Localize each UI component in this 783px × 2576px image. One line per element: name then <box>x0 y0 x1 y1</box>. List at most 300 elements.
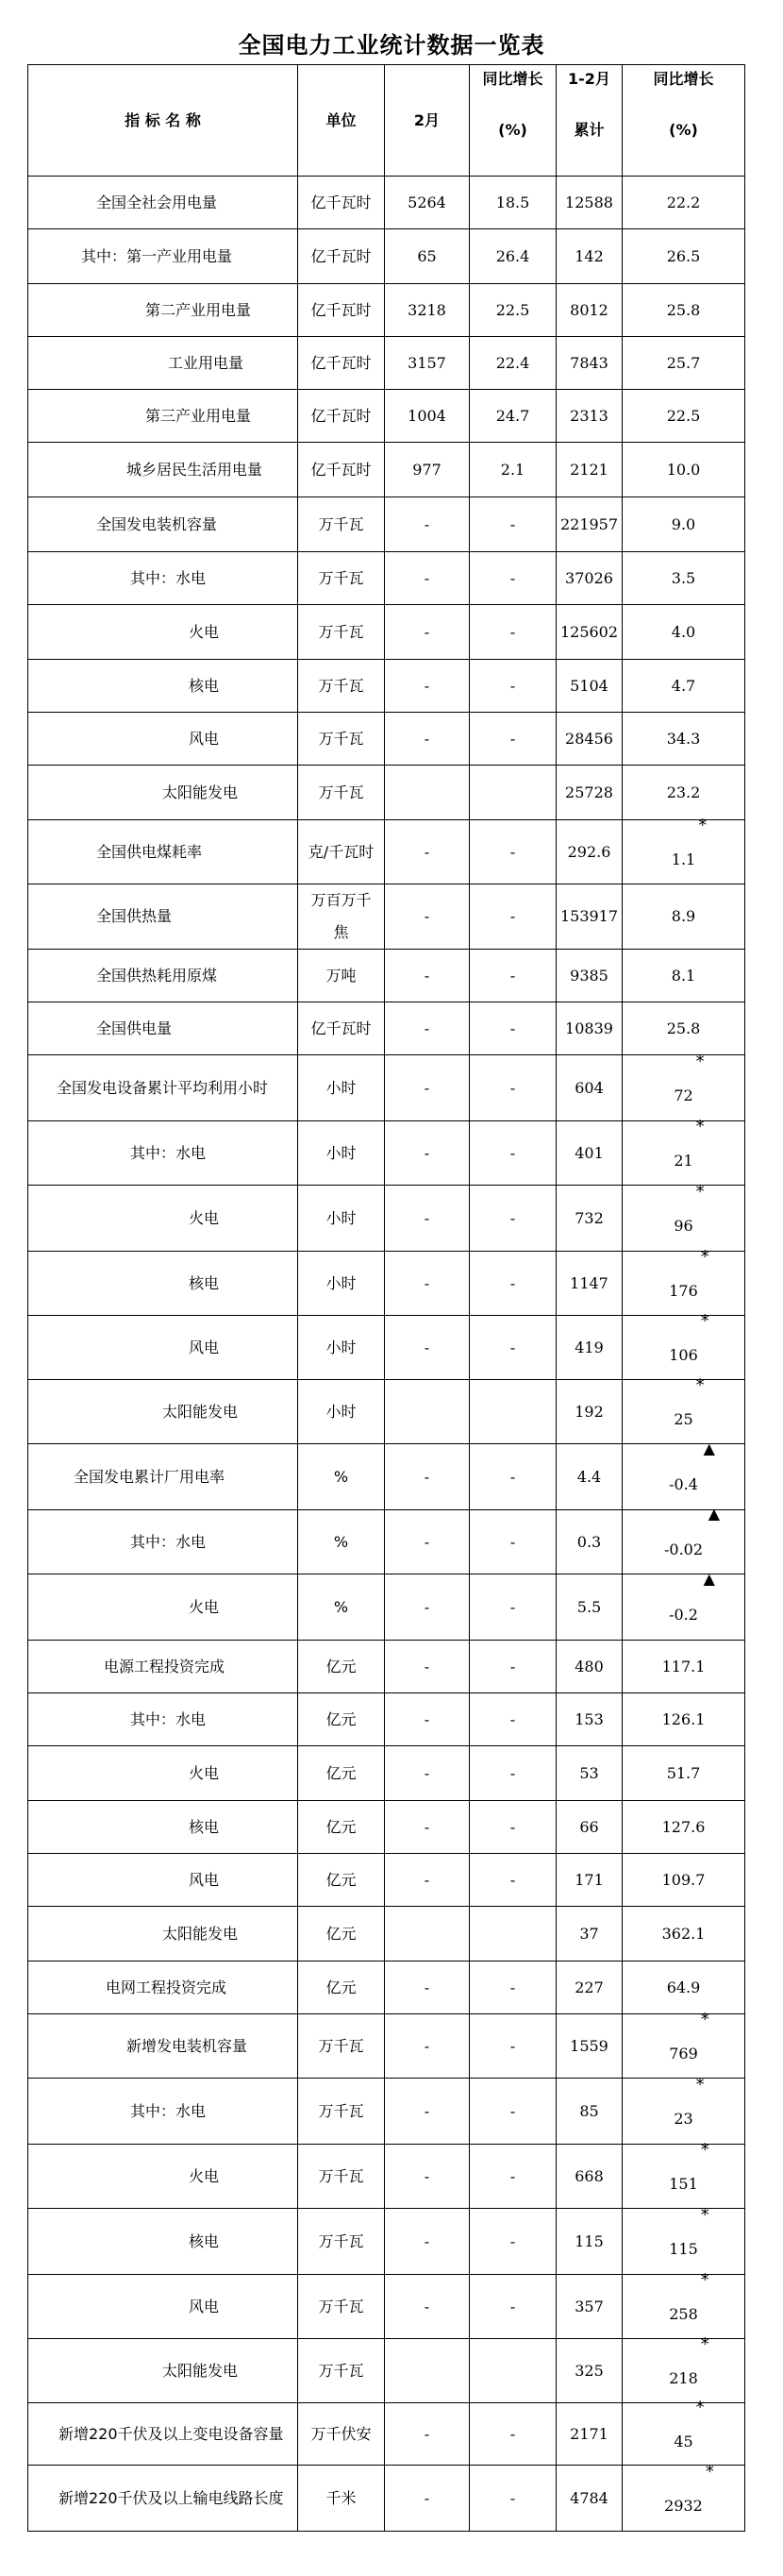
table-row <box>28 284 745 337</box>
cumulative-value: 4.4 <box>557 1444 623 1510</box>
cumulative-yoy-value: 117.1 <box>623 1641 745 1693</box>
yoy-value: - <box>470 2403 557 2466</box>
month-value: - <box>385 2145 470 2209</box>
month-value: - <box>385 2275 470 2339</box>
table-row <box>28 766 745 820</box>
table-row <box>28 660 745 713</box>
indicator-name: 其中：第一产业用电量 <box>28 229 298 284</box>
unit-cell: 万千瓦 <box>298 2209 385 2275</box>
cumulative-value: 85 <box>557 2079 623 2145</box>
cumulative-value: 604 <box>557 1055 623 1121</box>
table-row <box>28 1693 745 1746</box>
yoy-value <box>470 1907 557 1961</box>
cumulative-yoy-value: 25.8 <box>623 1002 745 1055</box>
asterisk-marker: * <box>695 1181 705 1202</box>
month-value: - <box>385 1693 470 1746</box>
cumulative-value: 5104 <box>557 660 623 713</box>
indicator-name: 其中：水电 <box>28 1693 298 1746</box>
unit-cell: 亿元 <box>298 1801 385 1854</box>
table-row <box>28 1121 745 1186</box>
yoy-value: - <box>470 1316 557 1380</box>
cumulative-yoy-value: 25.8 <box>623 284 745 337</box>
header-indicator-name: 指 标 名 称 <box>28 65 298 177</box>
indicator-name: 工业用电量 <box>28 337 298 390</box>
unit-cell: 万千瓦 <box>298 2339 385 2403</box>
cumulative-yoy-value: 3.5 <box>623 552 745 605</box>
month-value: - <box>385 2403 470 2466</box>
cumulative-yoy-value: 25 * <box>623 1380 745 1444</box>
cumulative-value: 1147 <box>557 1252 623 1316</box>
unit-cell: 万千瓦 <box>298 605 385 660</box>
month-value: - <box>385 820 470 884</box>
cumulative-yoy-value: 2932 * <box>623 2466 745 2532</box>
yoy-value: - <box>470 1252 557 1316</box>
asterisk-marker: * <box>698 815 708 835</box>
cumulative-yoy-value: 176 * <box>623 1252 745 1316</box>
table-row <box>28 2014 745 2079</box>
unit-cell: 万千瓦 <box>298 713 385 766</box>
month-value: - <box>385 1854 470 1907</box>
yoy-value: - <box>470 820 557 884</box>
indicator-name: 核电 <box>28 2209 298 2275</box>
cumulative-value: 5.5 <box>557 1574 623 1641</box>
header-unit: 单位 <box>298 65 385 177</box>
yoy-value: - <box>470 2275 557 2339</box>
cumulative-yoy-value: 127.6 <box>623 1801 745 1854</box>
cumulative-value: 401 <box>557 1121 623 1186</box>
month-value: - <box>385 884 470 950</box>
unit-cell: % <box>298 1574 385 1641</box>
indicator-name: 核电 <box>28 660 298 713</box>
cumulative-value: 325 <box>557 2339 623 2403</box>
table-row <box>28 1444 745 1510</box>
month-value <box>385 1907 470 1961</box>
month-value: - <box>385 660 470 713</box>
cumulative-yoy-value: 151 * <box>623 2145 745 2209</box>
indicator-name: 全国供热量 <box>28 884 298 950</box>
unit-cell: 万千瓦 <box>298 2079 385 2145</box>
indicator-name: 新增发电装机容量 <box>28 2014 298 2079</box>
cumulative-yoy-value: 109.7 <box>623 1854 745 1907</box>
month-value: - <box>385 1316 470 1380</box>
header-month: 2月 <box>385 65 470 177</box>
yoy-value <box>470 1380 557 1444</box>
cumulative-yoy-value: 21 * <box>623 1121 745 1186</box>
cumulative-yoy-value: 4.7 <box>623 660 745 713</box>
cumulative-yoy-value: 25.7 <box>623 337 745 390</box>
indicator-name: 风电 <box>28 2275 298 2339</box>
yoy-value: - <box>470 1641 557 1693</box>
asterisk-marker: * <box>700 2009 709 2029</box>
month-value: - <box>385 1002 470 1055</box>
table-row <box>28 820 745 884</box>
cumulative-yoy-value: 45 * <box>623 2403 745 2466</box>
asterisk-marker: * <box>700 1246 709 1267</box>
indicator-name: 电源工程投资完成 <box>28 1641 298 1693</box>
unit-cell: 亿千瓦时 <box>298 229 385 284</box>
month-value: - <box>385 1252 470 1316</box>
cumulative-value: 37026 <box>557 552 623 605</box>
table-row <box>28 950 745 1002</box>
month-value: 5264 <box>385 177 470 229</box>
table-row <box>28 497 745 552</box>
indicator-name: 全国发电累计厂用电率 <box>28 1444 298 1510</box>
table-row <box>28 884 745 950</box>
yoy-value: - <box>470 884 557 950</box>
month-value: - <box>385 1055 470 1121</box>
table-row <box>28 1055 745 1121</box>
triangle-marker: ▲ <box>703 1439 715 1457</box>
month-value <box>385 766 470 820</box>
unit-cell: 万千瓦 <box>298 2275 385 2339</box>
table-row <box>28 2209 745 2275</box>
unit-cell: 万千伏安 <box>298 2403 385 2466</box>
indicator-name: 第三产业用电量 <box>28 390 298 443</box>
yoy-value: - <box>470 1510 557 1574</box>
cumulative-value: 28456 <box>557 713 623 766</box>
month-value: - <box>385 1186 470 1252</box>
indicator-name: 火电 <box>28 1574 298 1641</box>
table-row <box>28 1380 745 1444</box>
month-value: - <box>385 552 470 605</box>
table-row <box>28 552 745 605</box>
table-row <box>28 443 745 497</box>
indicator-name: 全国发电装机容量 <box>28 497 298 552</box>
unit-cell: 万吨 <box>298 950 385 1002</box>
cumulative-value: 53 <box>557 1746 623 1801</box>
cumulative-value: 0.3 <box>557 1510 623 1574</box>
unit-cell: 小时 <box>298 1055 385 1121</box>
month-value: - <box>385 1510 470 1574</box>
indicator-name: 全国发电设备累计平均利用小时 <box>28 1055 298 1121</box>
unit-cell: 小时 <box>298 1316 385 1380</box>
yoy-value: - <box>470 497 557 552</box>
month-value: - <box>385 1444 470 1510</box>
unit-cell: 亿千瓦时 <box>298 1002 385 1055</box>
yoy-value: - <box>470 1121 557 1186</box>
yoy-value: - <box>470 713 557 766</box>
cumulative-value: 115 <box>557 2209 623 2275</box>
yoy-value: - <box>470 1186 557 1252</box>
cumulative-yoy-value: 106 * <box>623 1316 745 1380</box>
table-row <box>28 229 745 284</box>
asterisk-marker: * <box>695 1051 705 1071</box>
yoy-value: - <box>470 660 557 713</box>
unit-cell: 万千瓦 <box>298 552 385 605</box>
indicator-name: 风电 <box>28 1854 298 1907</box>
month-value: - <box>385 2466 470 2532</box>
unit-cell: 万千瓦 <box>298 660 385 713</box>
table-row <box>28 1854 745 1907</box>
month-value: - <box>385 713 470 766</box>
unit-cell: 亿千瓦时 <box>298 443 385 497</box>
cumulative-yoy-value: 64.9 <box>623 1961 745 2014</box>
month-value: 65 <box>385 229 470 284</box>
unit-cell: % <box>298 1510 385 1574</box>
yoy-value: - <box>470 1961 557 2014</box>
page-title: 全国电力工业统计数据一览表 <box>238 32 545 59</box>
yoy-value: 24.7 <box>470 390 557 443</box>
indicator-name: 太阳能发电 <box>28 1380 298 1444</box>
table-row <box>28 713 745 766</box>
indicator-name: 核电 <box>28 1252 298 1316</box>
cumulative-value: 171 <box>557 1854 623 1907</box>
cumulative-yoy-value: 4.0 <box>623 605 745 660</box>
indicator-name: 太阳能发电 <box>28 1907 298 1961</box>
indicator-name: 全国供热耗用原煤 <box>28 950 298 1002</box>
cumulative-value: 732 <box>557 1186 623 1252</box>
cumulative-yoy-value: 72 * <box>623 1055 745 1121</box>
unit-cell: 亿元 <box>298 1854 385 1907</box>
table-row <box>28 1641 745 1693</box>
indicator-name: 全国全社会用电量 <box>28 177 298 229</box>
yoy-value: - <box>470 1693 557 1746</box>
yoy-value: - <box>470 950 557 1002</box>
indicator-name: 火电 <box>28 1746 298 1801</box>
yoy-value: - <box>470 2466 557 2532</box>
cumulative-value: 10839 <box>557 1002 623 1055</box>
cumulative-yoy-value: 34.3 <box>623 713 745 766</box>
indicator-name: 电网工程投资完成 <box>28 1961 298 2014</box>
cumulative-value: 12588 <box>557 177 623 229</box>
unit-cell: 万千瓦 <box>298 2145 385 2209</box>
asterisk-marker: * <box>695 1374 705 1395</box>
table-row <box>28 1907 745 1961</box>
yoy-value: - <box>470 2145 557 2209</box>
month-value: - <box>385 2014 470 2079</box>
table-row <box>28 1252 745 1316</box>
cumulative-yoy-value: 51.7 <box>623 1746 745 1801</box>
asterisk-marker: * <box>700 2139 709 2160</box>
cumulative-yoy-value: 1.1 * <box>623 820 745 884</box>
month-value <box>385 2339 470 2403</box>
table-row <box>28 2339 745 2403</box>
table-row <box>28 1961 745 2014</box>
table-row <box>28 390 745 443</box>
cumulative-yoy-value: 8.1 <box>623 950 745 1002</box>
indicator-name: 其中：水电 <box>28 1510 298 1574</box>
table-row <box>28 2466 745 2532</box>
table-row <box>28 2275 745 2339</box>
cumulative-value: 7843 <box>557 337 623 390</box>
cumulative-yoy-value: 23.2 <box>623 766 745 820</box>
unit-cell: % <box>298 1444 385 1510</box>
cumulative-yoy-value: 23 * <box>623 2079 745 2145</box>
table-row <box>28 1002 745 1055</box>
cumulative-yoy-value: 115 * <box>623 2209 745 2275</box>
cumulative-value: 25728 <box>557 766 623 820</box>
unit-cell: 亿千瓦时 <box>298 337 385 390</box>
cumulative-value: 357 <box>557 2275 623 2339</box>
month-value: - <box>385 1746 470 1801</box>
month-value: 977 <box>385 443 470 497</box>
table-row <box>28 1801 745 1854</box>
unit-cell: 亿千瓦时 <box>298 177 385 229</box>
month-value: - <box>385 605 470 660</box>
statistics-table <box>27 64 745 2532</box>
table-row <box>28 2079 745 2145</box>
yoy-value: 2.1 <box>470 443 557 497</box>
cumulative-value: 2121 <box>557 443 623 497</box>
unit-cell: 万千瓦 <box>298 766 385 820</box>
unit-cell: 小时 <box>298 1186 385 1252</box>
indicator-name: 风电 <box>28 713 298 766</box>
month-value: - <box>385 497 470 552</box>
unit-cell: 亿元 <box>298 1907 385 1961</box>
yoy-value: 26.4 <box>470 229 557 284</box>
triangle-marker: ▲ <box>703 1569 715 1588</box>
table-row <box>28 605 745 660</box>
cumulative-yoy-value: -0.4 ▲ <box>623 1444 745 1510</box>
table-row <box>28 1574 745 1641</box>
asterisk-marker: * <box>700 2269 709 2290</box>
cumulative-yoy-value: 9.0 <box>623 497 745 552</box>
month-value: - <box>385 2209 470 2275</box>
month-value: 3218 <box>385 284 470 337</box>
indicator-name: 第二产业用电量 <box>28 284 298 337</box>
table-row <box>28 1746 745 1801</box>
unit-cell: 亿元 <box>298 1961 385 2014</box>
asterisk-marker: * <box>695 1116 705 1136</box>
unit-cell: 万千瓦 <box>298 497 385 552</box>
cumulative-yoy-value: 769 * <box>623 2014 745 2079</box>
unit-cell: 小时 <box>298 1380 385 1444</box>
table-body <box>28 177 745 2532</box>
table-row <box>28 337 745 390</box>
cumulative-value: 221957 <box>557 497 623 552</box>
asterisk-marker: * <box>700 2333 709 2354</box>
cumulative-yoy-value: 22.5 <box>623 390 745 443</box>
yoy-value: 22.5 <box>470 284 557 337</box>
yoy-value <box>470 766 557 820</box>
yoy-value: 22.4 <box>470 337 557 390</box>
cumulative-value: 66 <box>557 1801 623 1854</box>
table-row <box>28 2145 745 2209</box>
indicator-name: 新增220千伏及以上输电线路长度 <box>28 2466 298 2532</box>
header-cumulative-yoy: 同比增长 (%) <box>623 65 745 177</box>
month-value: 1004 <box>385 390 470 443</box>
indicator-name: 其中：水电 <box>28 2079 298 2145</box>
month-value: 3157 <box>385 337 470 390</box>
month-value: - <box>385 1961 470 2014</box>
unit-cell: 亿元 <box>298 1641 385 1693</box>
table-row <box>28 2403 745 2466</box>
indicator-name: 火电 <box>28 605 298 660</box>
cumulative-yoy-value: 126.1 <box>623 1693 745 1746</box>
month-value: - <box>385 1801 470 1854</box>
unit-cell: 亿千瓦时 <box>298 390 385 443</box>
cumulative-yoy-value: 218 * <box>623 2339 745 2403</box>
cumulative-value: 37 <box>557 1907 623 1961</box>
cumulative-value: 2171 <box>557 2403 623 2466</box>
indicator-name: 核电 <box>28 1801 298 1854</box>
unit-cell: 小时 <box>298 1252 385 1316</box>
table-row <box>28 177 745 229</box>
cumulative-value: 9385 <box>557 950 623 1002</box>
cumulative-value: 125602 <box>557 605 623 660</box>
indicator-name: 火电 <box>28 1186 298 1252</box>
unit-cell: 克/千瓦时 <box>298 820 385 884</box>
header-cumulative: 1-2月 累计 <box>557 65 623 177</box>
triangle-marker: ▲ <box>708 1504 721 1523</box>
cumulative-value: 2313 <box>557 390 623 443</box>
asterisk-marker: * <box>695 2074 705 2095</box>
indicator-name: 太阳能发电 <box>28 2339 298 2403</box>
cumulative-yoy-value: 22.2 <box>623 177 745 229</box>
month-value: - <box>385 950 470 1002</box>
cumulative-yoy-value: -0.02 ▲ <box>623 1510 745 1574</box>
indicator-name: 全国供电量 <box>28 1002 298 1055</box>
cumulative-yoy-value: 8.9 <box>623 884 745 950</box>
cumulative-value: 153 <box>557 1693 623 1746</box>
yoy-value: - <box>470 1746 557 1801</box>
cumulative-value: 153917 <box>557 884 623 950</box>
yoy-value: - <box>470 2014 557 2079</box>
unit-cell: 亿千瓦时 <box>298 284 385 337</box>
month-value: - <box>385 1121 470 1186</box>
asterisk-marker: * <box>700 1310 709 1331</box>
unit-cell: 万百万千 焦 <box>298 884 385 950</box>
unit-cell: 亿元 <box>298 1746 385 1801</box>
month-value <box>385 1380 470 1444</box>
yoy-value: - <box>470 1444 557 1510</box>
cumulative-value: 192 <box>557 1380 623 1444</box>
cumulative-value: 419 <box>557 1316 623 1380</box>
yoy-value <box>470 2339 557 2403</box>
header-yoy: 同比增长 (%) <box>470 65 557 177</box>
cumulative-value: 227 <box>557 1961 623 2014</box>
cumulative-value: 1559 <box>557 2014 623 2079</box>
cumulative-value: 480 <box>557 1641 623 1693</box>
yoy-value: - <box>470 1574 557 1641</box>
table-row <box>28 1510 745 1574</box>
indicator-name: 太阳能发电 <box>28 766 298 820</box>
month-value: - <box>385 1641 470 1693</box>
cumulative-yoy-value: 26.5 <box>623 229 745 284</box>
cumulative-yoy-value: 362.1 <box>623 1907 745 1961</box>
unit-cell: 小时 <box>298 1121 385 1186</box>
yoy-value: - <box>470 2079 557 2145</box>
indicator-name: 火电 <box>28 2145 298 2209</box>
month-value: - <box>385 1574 470 1641</box>
indicator-name: 风电 <box>28 1316 298 1380</box>
asterisk-marker: * <box>700 2204 709 2225</box>
indicator-name: 其中：水电 <box>28 1121 298 1186</box>
cumulative-value: 4784 <box>557 2466 623 2532</box>
indicator-name: 城乡居民生活用电量 <box>28 443 298 497</box>
yoy-value: - <box>470 1854 557 1907</box>
table-header-row <box>28 65 745 177</box>
cumulative-value: 8012 <box>557 284 623 337</box>
yoy-value: - <box>470 1002 557 1055</box>
indicator-name: 新增220千伏及以上变电设备容量 <box>28 2403 298 2466</box>
yoy-value: - <box>470 1801 557 1854</box>
unit-cell: 千米 <box>298 2466 385 2532</box>
unit-cell: 亿元 <box>298 1693 385 1746</box>
cumulative-value: 142 <box>557 229 623 284</box>
unit-cell: 万千瓦 <box>298 2014 385 2079</box>
cumulative-value: 292.6 <box>557 820 623 884</box>
cumulative-yoy-value: -0.2 ▲ <box>623 1574 745 1641</box>
table-row <box>28 1316 745 1380</box>
asterisk-marker: * <box>705 2461 714 2482</box>
asterisk-marker: * <box>695 2397 705 2417</box>
cumulative-yoy-value: 10.0 <box>623 443 745 497</box>
month-value: - <box>385 2079 470 2145</box>
indicator-name: 全国供电煤耗率 <box>28 820 298 884</box>
cumulative-value: 668 <box>557 2145 623 2209</box>
yoy-value: - <box>470 552 557 605</box>
